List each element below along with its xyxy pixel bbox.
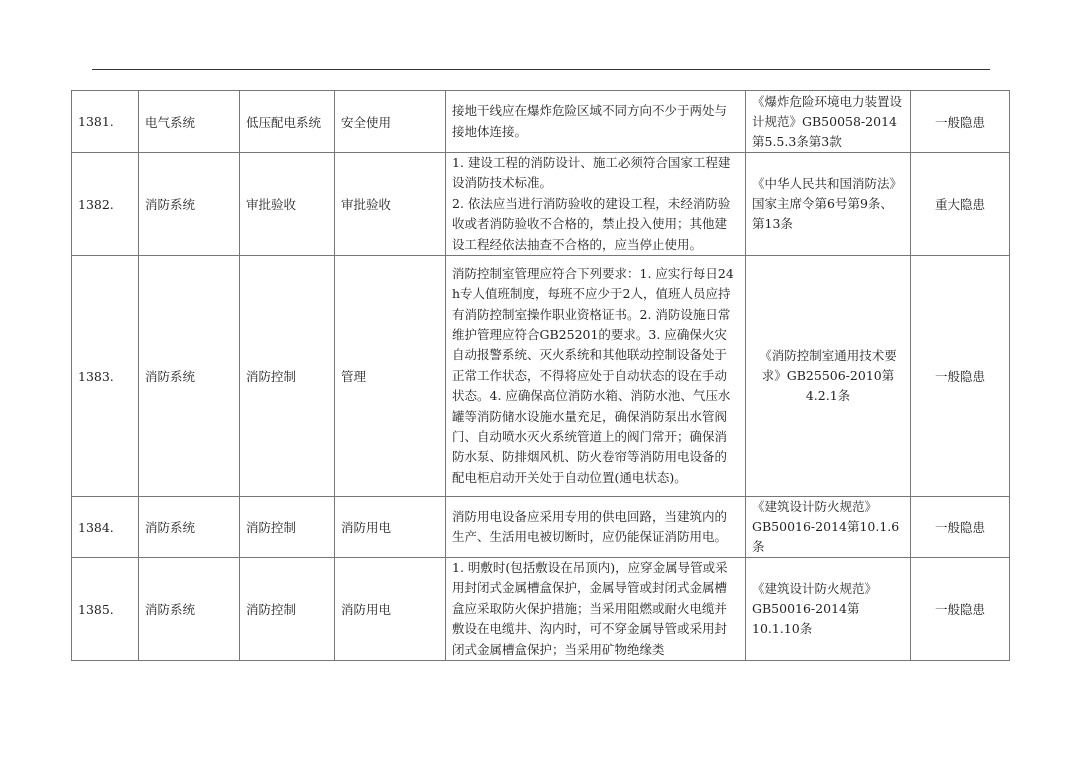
table-row [72,497,1010,558]
requirement-cell: 接地干线应在爆炸危险区域不同方向不少于两处与接地体连接。 [446,91,746,153]
requirement-cell: 1. 建设工程的消防设计、施工必须符合国家工程建设消防技术标准。 2. 依法应当进行消防验收的建设工程，未经消防验收或者消防验收不合格的，禁止投入使用；其他建设工程经依法抽查不合格的，应当停止使用。 [446,153,746,256]
table-row [72,153,1010,256]
check-item-cell: 消防用电 [335,497,446,558]
header-rule [92,69,990,70]
hazard-level-cell: 一般隐患 [911,91,1010,153]
row-number: 1382. [72,153,139,256]
system-cell: 消防系统 [139,497,240,558]
check-item-cell: 审批验收 [335,153,446,256]
check-item-cell: 消防用电 [335,558,446,661]
subsystem-cell: 低压配电系统 [240,91,335,153]
subsystem-cell: 审批验收 [240,153,335,256]
system-cell: 消防系统 [139,558,240,661]
row-number: 1381. [72,91,139,153]
subsystem-cell: 消防控制 [240,497,335,558]
hazard-level-cell: 重大隐患 [911,153,1010,256]
table-row [72,256,1010,497]
check-item-cell: 安全使用 [335,91,446,153]
requirement-cell: 1. 明敷时(包括敷设在吊顶内)，应穿金属导管或采用封闭式金属槽盒保护，金属导管或封闭式金属槽盒应采取防火保护措施；当采用阻燃或耐火电缆并敷设在电缆井、沟内时，可不穿金属导管或采用封闭式金属槽盒保护；当采用矿物绝缘类 [446,558,746,661]
subsystem-cell: 消防控制 [240,558,335,661]
row-number: 1383. [72,256,139,497]
system-cell: 消防系统 [139,153,240,256]
row-number: 1384. [72,497,139,558]
hazard-table [71,90,1010,661]
standard-cell: 《中华人民共和国消防法》国家主席令第6号第9条、第13条 [746,153,911,256]
standard-cell: 《爆炸危险环境电力装置设计规范》GB50058-2014 第5.5.3条第3款 [746,91,911,153]
standard-cell: 《建筑设计防火规范》GB50016-2014第10.1.6条 [746,497,911,558]
subsystem-cell: 消防控制 [240,256,335,497]
row-number: 1385. [72,558,139,661]
hazard-level-cell: 一般隐患 [911,497,1010,558]
system-cell: 消防系统 [139,256,240,497]
system-cell: 电气系统 [139,91,240,153]
check-item-cell: 管理 [335,256,446,497]
table-row [72,91,1010,153]
standard-cell: 《消防控制室通用技术要求》GB25506-2010第4.2.1条 [746,256,911,497]
standard-cell: 《建筑设计防火规范》GB50016-2014第10.1.10条 [746,558,911,661]
table-row [72,558,1010,661]
requirement-cell: 消防控制室管理应符合下列要求：1. 应实行每日24 h专人值班制度，每班不应少于2人，值班人员应持有消防控制室操作职业资格证书。2. 消防设施日常维护管理应符合GB25201的要求。3. 应确保火灾自动报警系统、灭火系统和其他联动控制设备处于正常工作状态，不得将应处于自动状态的设在手动状态。4. 应确保高位消防水箱、消防水池、气压水罐等消防储水设施水量充足，确保消防泵出水管阀 门、自动喷水灭火系统管道上的阀门常开；确保消防水泵、防排烟风机、防火卷帘等消防用电设备的配电柜启动开关处于自动位置(通电状态)。 [446,256,746,497]
requirement-cell: 消防用电设备应采用专用的供电回路，当建筑内的生产、生活用电被切断时，应仍能保证消防用电。 [446,497,746,558]
hazard-level-cell: 一般隐患 [911,558,1010,661]
hazard-level-cell: 一般隐患 [911,256,1010,497]
